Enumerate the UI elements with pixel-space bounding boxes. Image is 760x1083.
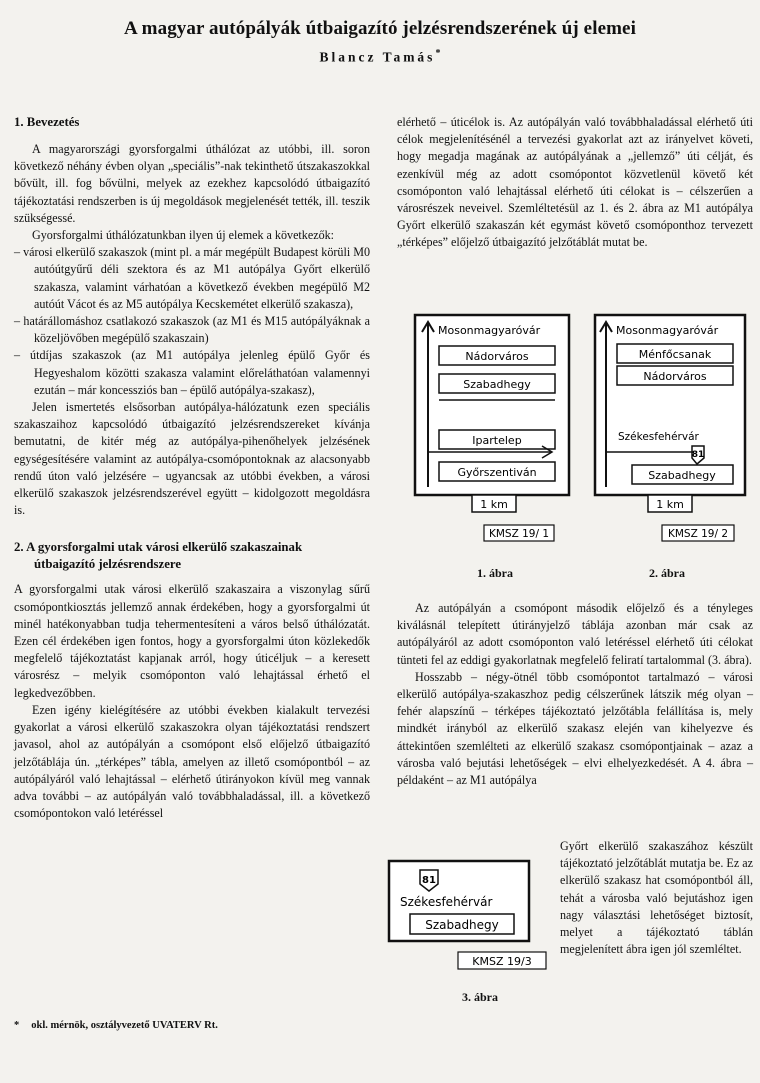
section1-heading: 1. Bevezetés — [14, 115, 80, 129]
section2-paragraph-2: Ezen igény kielégítésére az utóbbi években kialakult tervezési gyakorlat a városi elkerülő szakaszokra olyan tájékoztatási rendszert javasol, ahol az autópályán a csomópont első előjelző útbaigazító jelzőtáblája ún. „térképes” tábla, amelyen az illető csomópontból – az autópályáról való lehajtással – elérhető útirányokon kívül meg vannak adva további – az autópályán való továbbhaladással, ill. a következő csomópontokon való letéréssel — [14, 702, 370, 821]
special-sections-list — [14, 244, 370, 399]
section1-paragraph-3: Jelen ismertetés elsősorban autópálya-hálózatunk ezen speciális szakaszaihoz kapcsolódó útbaigazító jelzésrendszereket kívánja bemutatni, de kitér még az autópálya-pihenőhelyek jelzésének egységesítésére valamint az autópálya-csomópontoknak az alacsonyabb rendű úton való jelzésére – ugyancsak az utóbbi években, a városi elkerülő szakaszok jelzésrendszerével együtt – kidolgozott megoldásra is. — [14, 400, 370, 518]
figure1-box1-label: Nádorváros — [465, 350, 529, 363]
right-paragraph-4: Győrt elkerülő szakaszához készült tájékoztató jelzőtáblát mutatja be. Ez az elkerülő szakasz hat csomópontból áll, tehát a városba való bejutáshoz igen nagy választási lehetőséget biztosít, melyet a tájékoztató táblán megjelenített ábra igen jól szemléltet. — [560, 839, 753, 957]
list-item-bypass: – városi elkerülő szakaszok (mint pl. a már megépült Budapest körüli M0 autóútgyűrű déli szektora és az M1 autópálya Győrt elkerülő szakasza, valamint várhatóan a következő években megépülő M2 autóút Vácot és az M5 autópálya Kecskemétet elkerülő szakasza), — [14, 245, 371, 311]
figure1-box3-label: Ipartelep — [472, 434, 522, 447]
list-item-border: – határállomáshoz csatlakozó szakaszok (az M1 és M15 autópályáknak a közeljövőben megépülő szakaszain) — [14, 314, 370, 346]
figure3-caption: 3. ábra — [462, 990, 498, 1004]
figure2-sign — [592, 312, 752, 552]
figure2-box2-label: Nádorváros — [643, 370, 707, 383]
figure2-city-label: Székesfehérvár — [618, 431, 699, 443]
right-column-bottom — [560, 838, 753, 958]
figure1-box2-label: Szabadhegy — [463, 378, 531, 391]
footnote-text: okl. mérnök, osztályvezető UVATERV Rt. — [31, 1020, 218, 1031]
section2-heading-line2: útbaigazító jelzésrendszere — [34, 557, 182, 572]
section1-paragraph-2: Gyorsforgalmi úthálózatunkban ilyen új elemek a következők: — [32, 228, 335, 243]
figure1-caption: 1. ábra — [477, 566, 513, 580]
figure1-box4-label: Győrszentiván — [457, 466, 537, 479]
figure1-code-label: KMSZ 19/ 1 — [488, 528, 550, 540]
list-item-toll: – útdíjas szakaszok (az M1 autópálya jelenleg épülő Győr és Hegyeshalom közötti szakasza valamint előreláthatóan valamennyi ezután – már koncessziós ban – épülő autópálya-szakasz), — [14, 348, 370, 397]
figure3-box-label: Szabadhegy — [425, 918, 499, 932]
figure2-distance-label: 1 km — [656, 498, 684, 511]
figure1-distance-label: 1 km — [480, 498, 508, 511]
right-paragraph-2: Az autópályán a csomópont második előjelző és a tényleges kiválásnál telepített útirányjelző táblája azonban már csak az autópályáról az adott csomóponton való letéréssel elérhető úti célokat tünteti fel az eddigi gyakorlatnak megfelelő feliratí tartalommal (3. ábra). — [397, 601, 753, 667]
section2-paragraph-1: A gyorsforgalmi utak városi elkerülő szakaszaira a viszonylag sűrű csomópontkiosztás jellemző annak érdekében, hogy a gyorsforgalmi út minél hatékonyabban tudja tehermentesíteni a város belső úthálózatát. Ezen cél érdekében igen fontos, hogy a gyorsforgalmi úton közlekedők megfelelő tájékoztatást kapjanak arról, hogy úticéljuk – a keresett városrész – melyik csomóponton való lehajtással érhető el legkedvezőbben. — [14, 582, 370, 700]
figure2-caption: 2. ábra — [649, 566, 685, 580]
figure2-box1-label: Ménfőcsanak — [638, 348, 712, 361]
figure1-top-destination: Mosonmagyaróvár — [438, 324, 541, 337]
left-column — [14, 114, 370, 822]
section2-heading-line1: 2. A gyorsforgalmi utak városi elkerülő szakaszainak — [14, 540, 303, 555]
figure1-sign — [412, 312, 572, 552]
right-column-middle — [397, 600, 753, 789]
figure2-road-number: 81 — [691, 450, 705, 460]
section1-paragraph-1: A magyarországi gyorsforgalmi úthálózat az utóbbi, ill. soron következő néhány évben olyan „speciális”-nak tekinthető útszakaszokkal bővült, ill. fog bővülni, melyek az ezekhez kapcsolódó útbaigazító tájékoztatási rendszerben is új megoldások megjelenését tették, ill. teszik szükségessé. — [14, 142, 370, 225]
figure2-top-destination: Mosonmagyaróvár — [616, 324, 719, 337]
right-paragraph-3: Hosszabb – négy-ötnél több csomópontot tartalmazó – városi elkerülő autópálya-szakaszhoz pedig célszerűnek látszik még olyan – fehér alapszínű – térképes tájékoztató jelzőtábla felállítása is, mely mindkét irányból az elkerülő szakasz elején van kihelyezve és áttekintően szemlélteti az elkerülő szakasz csomópontjainak – azaz a városba való bejutási lehetőségek – elvi elhelyezkedését. A 4. ábra – példaként – az M1 autópálya — [397, 669, 753, 788]
figure2-code-label: KMSZ 19/ 2 — [667, 528, 729, 540]
figure3-city-label: Székesfehérvár — [400, 895, 493, 909]
page-title: A magyar autópályák útbaigazító jelzésrendszerének új elemei — [124, 18, 636, 39]
author-name — [0, 48, 760, 66]
figure3-sign — [386, 858, 551, 988]
author-footnote-mark: * — [435, 48, 441, 59]
figure3-code-label: KMSZ 19/3 — [472, 955, 532, 968]
author-text: Blancz Tamás — [319, 49, 436, 65]
figure2-box3-label: Szabadhegy — [648, 469, 716, 482]
right-paragraph-1: elérhető – úticélok is. Az autópályán való továbbhaladással elérhető úti célok megjelenítésénél a tervezési gyakorlat azt az irányelvet követi, hogy megadja magának az autópályának a „jellemző” úti célját, és ezenkívül még az adott csomópontot közvetlenül követő két csomóponton való lehajtással elérhető úti célokat is – célszerűen a városrészek neveivel. Szemléltetésül az 1. és 2. ábra az M1 autópálya Győrt elkerülő szakaszán két egymást követő csomóponthoz tervezett „térképes” előjelző útbaigazító jelzőtáblát mutat be. — [397, 115, 753, 250]
right-column-top — [397, 114, 753, 252]
section2-heading — [14, 539, 370, 573]
footnote-mark: * — [14, 1020, 20, 1031]
footnote — [14, 1020, 218, 1031]
figure3-road-number: 81 — [422, 875, 436, 886]
